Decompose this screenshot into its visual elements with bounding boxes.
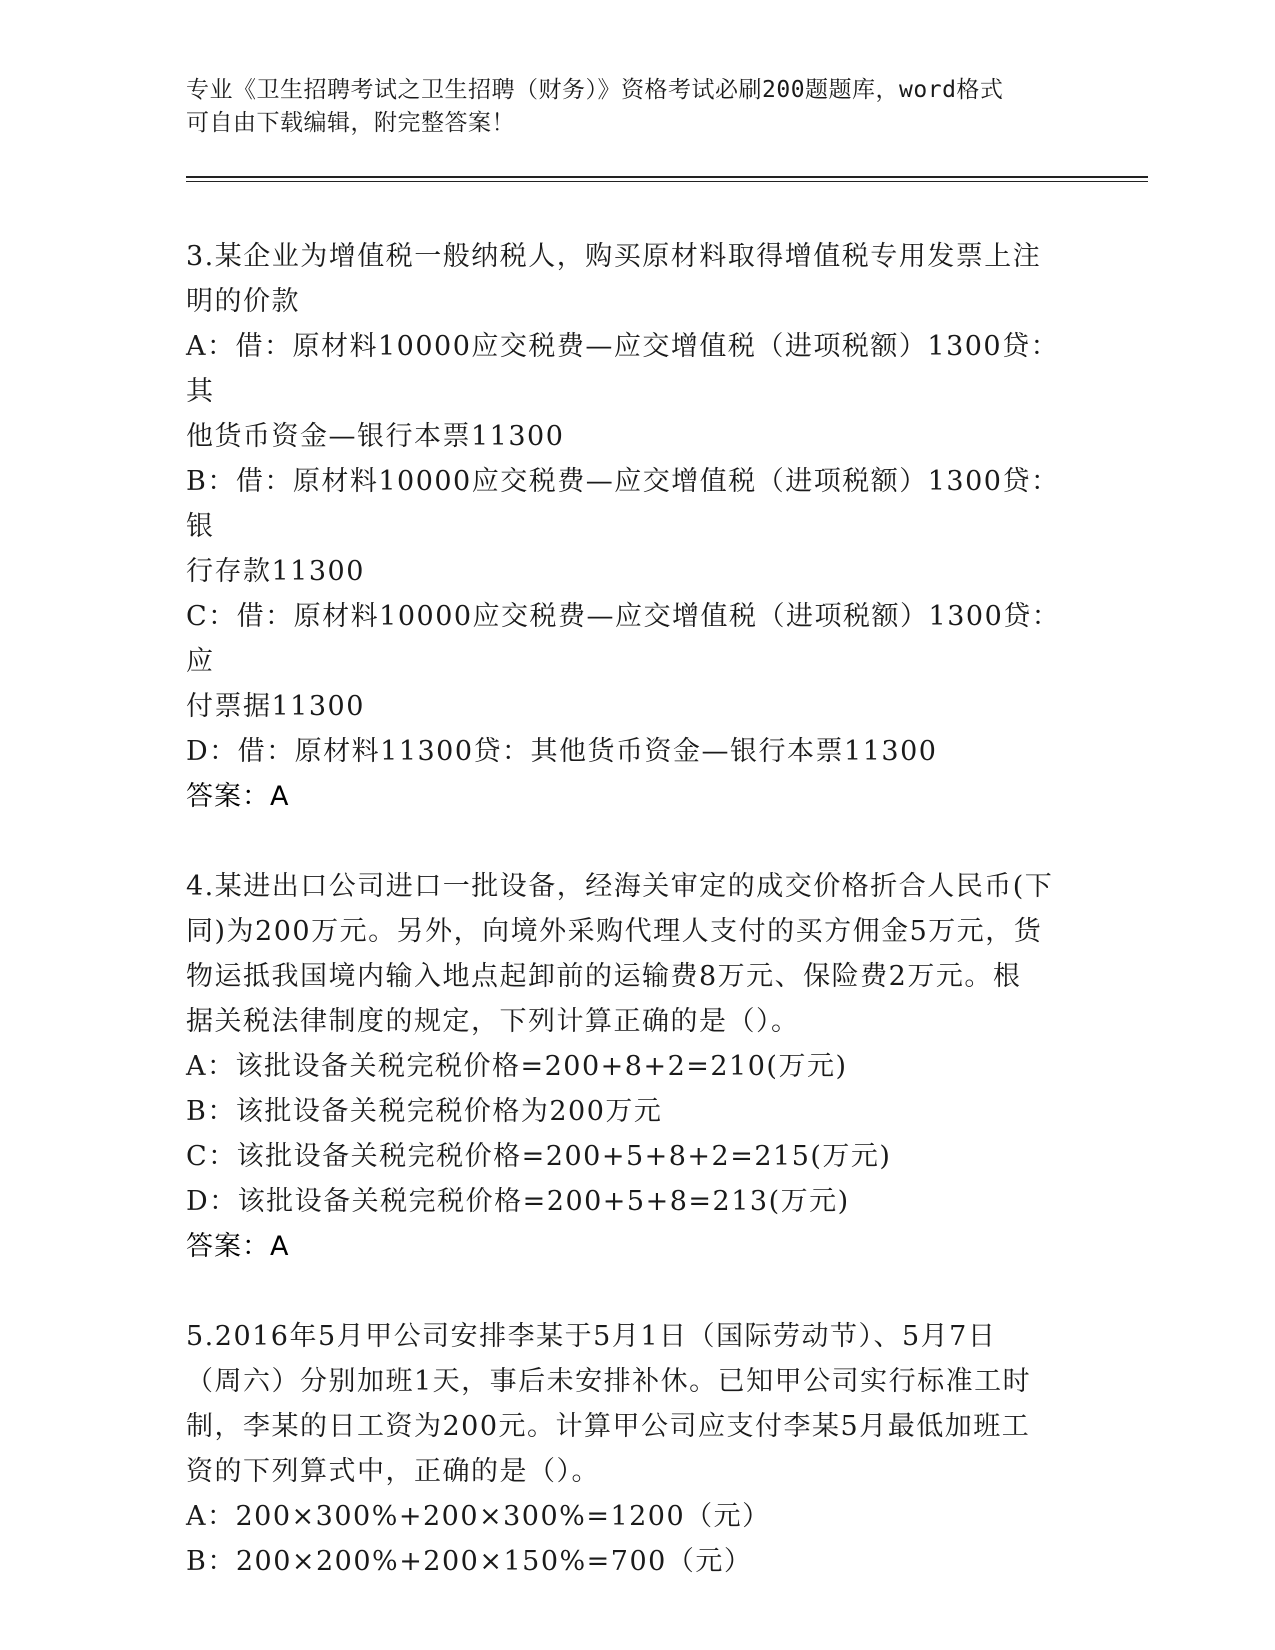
question-5-option-a: A：200×300%+200×300%=1200（元） bbox=[186, 1501, 771, 1532]
question-4-answer: 答案：A bbox=[186, 1231, 290, 1262]
question-5-option-b: B：200×200%+200×150%=700（元） bbox=[186, 1546, 753, 1577]
question-3-option-b-line-2: 行存款11300 bbox=[186, 556, 365, 587]
question-5-stem-line-2: （周六）分别加班1天，事后未安排补休。已知甲公司实行标准工时 bbox=[186, 1366, 1032, 1397]
question-5-stem-line-4: 资的下列算式中，正确的是（）。 bbox=[186, 1456, 600, 1487]
question-3-option-c-line-2: 付票据11300 bbox=[186, 691, 365, 722]
question-4-option-d: D：该批设备关税完税价格=200+5+8=213(万元) bbox=[186, 1186, 850, 1217]
question-3-option-c-line-1: C：借：原材料10000应交税费—应交增值税（进项税额）1300贷：应 bbox=[186, 601, 1061, 677]
question-3-option-a-line-1: A：借：原材料10000应交税费—应交增值税（进项税额）1300贷：其 bbox=[186, 331, 1060, 407]
header-line-1: 专业《卫生招聘考试之卫生招聘（财务）》资格考试必刷200题题库，word格式 bbox=[186, 77, 1004, 103]
question-5-stem-line-1: 5.2016年5月甲公司安排李某于5月1日（国际劳动节）、5月7日 bbox=[186, 1321, 997, 1352]
question-3-option-b-line-1: B：借：原材料10000应交税费—应交增值税（进项税额）1300贷：银 bbox=[186, 466, 1060, 542]
question-3-answer: 答案：A bbox=[186, 781, 290, 812]
document-header bbox=[186, 74, 1066, 140]
question-4-option-b: B：该批设备关税完税价格为200万元 bbox=[186, 1096, 663, 1127]
question-3-stem-line-2: 明的价款 bbox=[186, 286, 300, 317]
header-divider-thin bbox=[186, 181, 1148, 182]
question-4-option-c: C：该批设备关税完税价格=200+5+8+2=215(万元) bbox=[186, 1141, 892, 1172]
question-3-stem-line-1: 3.某企业为增值税一般纳税人，购买原材料取得增值税专用发票上注 bbox=[186, 241, 1042, 272]
question-3-option-d: D：借：原材料11300贷：其他货币资金—银行本票11300 bbox=[186, 736, 938, 767]
question-3 bbox=[186, 234, 1086, 819]
question-4-stem-line-2: 同)为200万元。另外，向境外采购代理人支付的买方佣金5万元，货 bbox=[186, 916, 1043, 947]
question-4-stem-line-3: 物运抵我国境内输入地点起卸前的运输费8万元、保险费2万元。根 bbox=[186, 961, 1022, 992]
question-3-option-a-line-2: 他货币资金—银行本票11300 bbox=[186, 421, 565, 452]
questions-list bbox=[186, 234, 1086, 1629]
question-5-stem-line-3: 制，李某的日工资为200元。计算甲公司应支付李某5月最低加班工 bbox=[186, 1411, 1031, 1442]
header-line-2: 可自由下载编辑，附完整答案！ bbox=[186, 110, 515, 136]
question-4 bbox=[186, 864, 1086, 1269]
header-divider-thick bbox=[186, 176, 1148, 178]
question-4-stem-line-1: 4.某进出口公司进口一批设备，经海关审定的成交价格折合人民币(下 bbox=[186, 871, 1054, 902]
question-4-option-a: A：该批设备关税完税价格=200+8+2=210(万元) bbox=[186, 1051, 848, 1082]
question-5 bbox=[186, 1314, 1086, 1584]
question-4-stem-line-4: 据关税法律制度的规定，下列计算正确的是（）。 bbox=[186, 1006, 800, 1037]
